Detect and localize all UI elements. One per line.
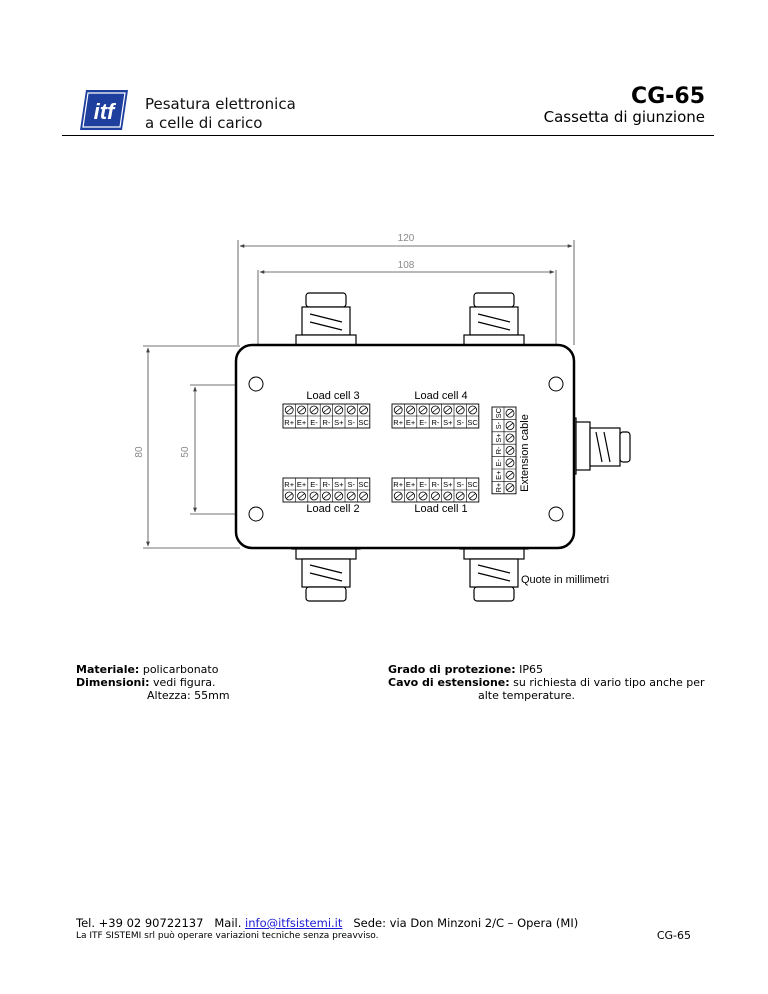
terminal-label: E+: [296, 480, 307, 489]
terminal-label: S-: [456, 480, 464, 489]
product-code: CG-65: [631, 84, 705, 109]
dimensions-label: Dimensioni:: [76, 676, 150, 689]
logo-text: itf: [93, 99, 115, 124]
load-cell-4-label: Load cell 4: [414, 390, 468, 402]
terminal-label: R-: [322, 480, 331, 489]
terminal-label: E-: [494, 459, 503, 467]
cable-label: Cavo di estensione:: [388, 676, 510, 689]
footer-disclaimer: La ITF SISTEMI srl può operare variazioni tecniche senza preavviso.: [76, 931, 379, 941]
terminal-label: R+: [393, 480, 404, 489]
material-value: policarbonato: [142, 663, 219, 676]
protection-value: IP65: [519, 663, 543, 676]
load-cell-1-label: Load cell 1: [414, 503, 468, 515]
footer-phone: Tel. +39 02 90722137: [76, 916, 204, 930]
specs-right: [388, 663, 705, 702]
terminal-label: S+: [443, 418, 453, 427]
terminal-block-cell-3: [283, 404, 370, 428]
terminal-label: R+: [393, 418, 404, 427]
terminal-block-cell-4: [392, 404, 479, 428]
terminal-block-extension: [492, 407, 516, 494]
company-line-1: Pesatura elettronica: [145, 95, 296, 113]
dimension-120-label: 120: [397, 233, 415, 244]
product-name: Cassetta di giunzione: [543, 108, 705, 126]
terminal-label: S-: [456, 418, 464, 427]
terminal-label: S-: [494, 421, 503, 430]
height-value: Altezza: 55mm: [147, 689, 230, 702]
dimension-50-label: 50: [180, 446, 191, 458]
protection-label: Grado di protezione:: [388, 663, 516, 676]
terminal-label: SC: [358, 480, 369, 489]
cable-value-line-1: su richiesta di vario tipo anche per: [513, 676, 705, 689]
terminal-label: S+: [334, 480, 344, 489]
units-note: Quote in millimetri: [521, 574, 610, 586]
terminal-label: E-: [310, 480, 318, 489]
terminal-label: E+: [296, 418, 307, 427]
terminal-label: S+: [334, 418, 344, 427]
terminal-label: R+: [494, 482, 503, 493]
footer-contacts: [76, 916, 578, 930]
footer-page-code: CG-65: [656, 929, 691, 942]
terminal-label: SC: [358, 418, 369, 427]
terminal-label: R-: [431, 418, 440, 427]
terminal-label: E+: [494, 470, 503, 480]
load-cell-2-label: Load cell 2: [306, 503, 360, 515]
specs-left: [76, 663, 230, 702]
terminal-label: E-: [310, 418, 318, 427]
cable-value-line-2: alte temperature.: [478, 689, 576, 702]
terminal-label: E-: [419, 480, 427, 489]
company-line-2: a celle di carico: [145, 114, 263, 132]
dimension-80-label: 80: [134, 446, 145, 458]
terminal-label: SC: [467, 418, 478, 427]
load-cell-3-label: Load cell 3: [306, 390, 360, 402]
dimension-120: [238, 233, 574, 345]
terminal-label: R-: [494, 446, 503, 455]
terminal-label: E+: [405, 480, 416, 489]
dimensions-value: vedi figura.: [153, 676, 216, 689]
terminal-label: R-: [322, 418, 331, 427]
terminal-label: S+: [494, 433, 503, 443]
terminal-label: S-: [347, 418, 355, 427]
terminal-label: E-: [419, 418, 427, 427]
terminal-label: SC: [467, 480, 478, 489]
footer-address: Sede: via Don Minzoni 2/C – Opera (MI): [353, 916, 579, 930]
dimension-108-label: 108: [397, 260, 415, 271]
footer-mail-label: Mail.: [214, 916, 242, 930]
terminal-label: E+: [405, 418, 416, 427]
terminal-label: R-: [431, 480, 440, 489]
terminal-block-cell-2: [283, 478, 370, 502]
terminal-label: S-: [347, 480, 355, 489]
terminal-label: R+: [284, 480, 295, 489]
material-label: Materiale:: [76, 663, 140, 676]
terminal-block-cell-1: [392, 478, 479, 502]
terminal-label: R+: [284, 418, 295, 427]
terminal-label: SC: [494, 407, 503, 419]
terminal-label: S+: [443, 480, 453, 489]
extension-cable-label: Extension cable: [519, 414, 531, 492]
footer-email-link[interactable]: info@itfsistemi.it: [245, 916, 343, 930]
